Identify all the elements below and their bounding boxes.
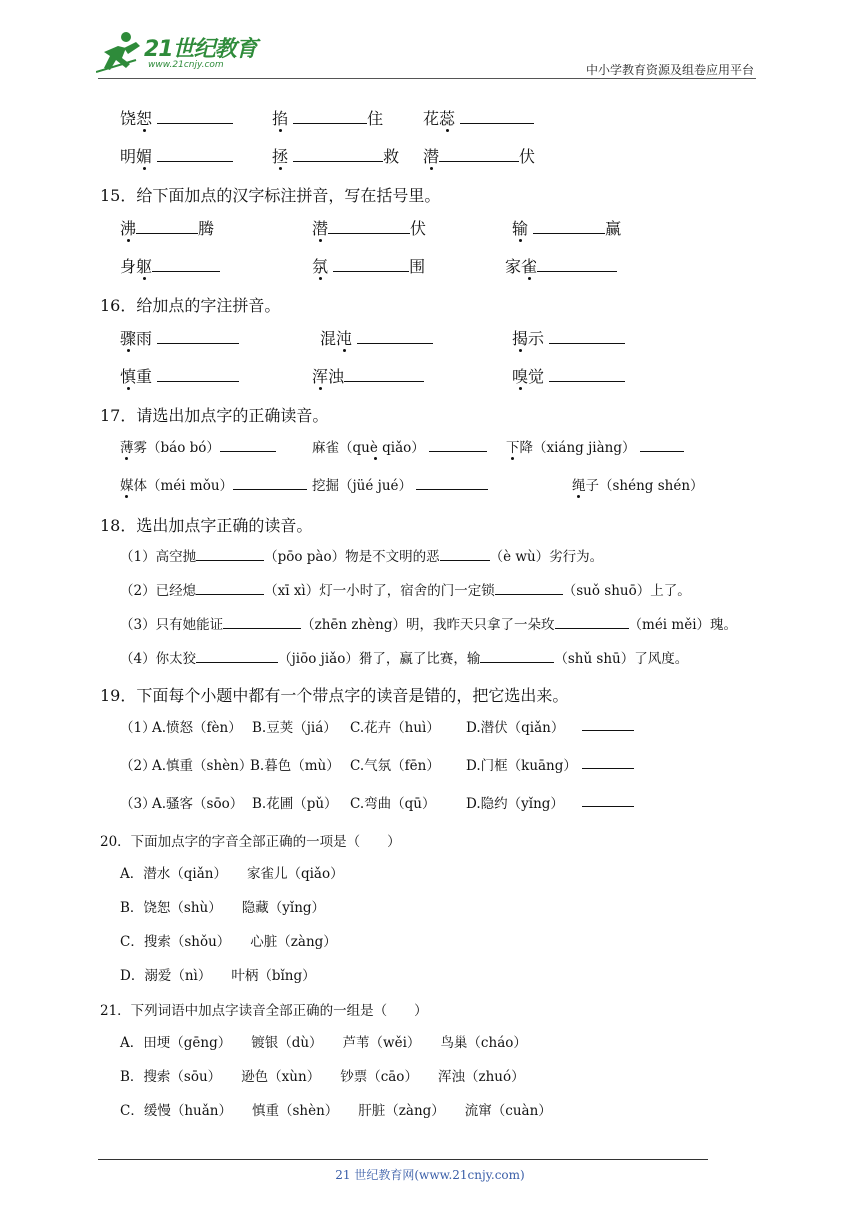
answer-blank[interactable] — [136, 219, 198, 234]
answer-blank[interactable] — [537, 257, 617, 272]
option-d[interactable]: D.门框（kuāng） — [466, 758, 577, 774]
q15-item: 家雀 — [505, 254, 617, 277]
logo-url: www.21cnjy.com — [148, 60, 224, 70]
answer-blank[interactable] — [582, 792, 634, 807]
answer-blank[interactable] — [196, 546, 264, 561]
page-header — [0, 0, 860, 80]
logo-text: 21世纪教育 — [144, 37, 257, 62]
answer-blank[interactable] — [555, 614, 629, 629]
q16-item: 揭示 — [512, 326, 625, 349]
answer-blank[interactable] — [480, 648, 554, 663]
answer-blank[interactable] — [344, 367, 424, 382]
q15-title: 15．给下面加点的汉字标注拼音，写在括号里。 — [100, 186, 441, 205]
answer-blank[interactable] — [460, 109, 534, 124]
q19-title: 19．下面每个小题中都有一个带点字的读音是错的，把它选出来。 — [100, 686, 569, 705]
option-b[interactable]: B.豆荚（jiá） — [252, 720, 337, 736]
answer-blank[interactable] — [549, 329, 625, 344]
option-d[interactable]: D.潜伏（qiǎn） — [466, 720, 565, 736]
q18-item-1: （1）高空抛 （pōo pào）物是不文明的恶 （è wù）劣行为。 — [120, 545, 603, 565]
footer-divider — [98, 1159, 708, 1160]
q21-title: 21．下列词语中加点字读音全部正确的一组是（ ） — [100, 1003, 428, 1019]
answer-blank[interactable] — [333, 257, 409, 272]
q14-item: 拯 救 — [272, 147, 400, 166]
footer-text: 21 世纪教育网(www.21cnjy.com) — [335, 1168, 525, 1182]
answer-blank[interactable] — [416, 475, 488, 490]
runner-logo-icon — [96, 30, 144, 74]
q14-item: 潜 伏 — [423, 147, 536, 166]
q18-item-4: （4）你太狡 （jiōo jiǎo）猾了，赢了比赛，输 （shǔ shū）了风度。 — [120, 647, 688, 667]
option-b[interactable]: B.暮色（mù） — [250, 758, 340, 774]
q20-option-c[interactable]: C．搜索（shǒu） 心脏（zàng） — [120, 934, 337, 950]
option-a[interactable]: A.骚客（sōo） — [152, 796, 244, 812]
q20-option-b[interactable]: B．饶恕（shù） 隐藏（yǐng） — [120, 900, 326, 916]
q18-item-3: （3）只有她能证 （zhēn zhèng）明，我昨天只拿了一朵玫 （méi měi）瑰。 — [120, 613, 737, 633]
answer-blank[interactable] — [223, 614, 301, 629]
q14-item: 花蕊 — [423, 106, 534, 129]
q17-item: 下降（xiáng jiàng） — [506, 436, 684, 456]
q21-option-c[interactable]: C．缓慢（huǎn） 慎重（shèn） 肝脏（zàng） 流窜（cuàn） — [120, 1103, 552, 1119]
q14-item: 掐 住 — [272, 109, 384, 128]
header-platform-text: 中小学教育资源及组卷应用平台 — [585, 63, 754, 77]
option-c[interactable]: C.气氛（fēn） — [350, 758, 440, 774]
header-divider — [98, 78, 756, 79]
logo — [96, 30, 266, 78]
q21-option-a[interactable]: A．田埂（gēng） 镀银（dù） 芦苇（wěi） 鸟巢（cháo） — [120, 1035, 527, 1051]
option-d[interactable]: D.隐约（yǐng） — [466, 796, 564, 812]
q17-title: 17．请选出加点字的正确读音。 — [100, 406, 329, 425]
answer-blank[interactable] — [157, 109, 233, 124]
answer-blank[interactable] — [157, 329, 239, 344]
q21-option-b[interactable]: B．搜索（sōu） 逊色（xùn） 钞票（cāo） 浑浊（zhuó） — [120, 1069, 525, 1085]
q15-item: 潜 伏 — [312, 219, 427, 238]
answer-blank[interactable] — [429, 437, 487, 452]
answer-blank[interactable] — [582, 716, 634, 731]
answer-blank[interactable] — [357, 329, 433, 344]
q16-title: 16．给加点的字注拼音。 — [100, 296, 281, 315]
q17-item: 挖掘（jüé jué） — [312, 474, 488, 494]
answer-blank[interactable] — [233, 475, 307, 490]
answer-blank[interactable] — [439, 147, 519, 162]
q14-item: 明媚 — [120, 144, 233, 167]
q16-item: 慎重 — [120, 364, 239, 387]
q15-item: 身躯 — [120, 254, 220, 277]
q18-title: 18．选出加点字正确的读音。 — [100, 516, 313, 535]
q18-item-2: （2）已经熄 （xī xì）灯一小时了，宿舍的门一定锁 （suǒ shuō）上了。 — [120, 579, 691, 599]
option-a[interactable]: A.愤怒（fèn） — [152, 720, 242, 736]
answer-blank[interactable] — [157, 367, 239, 382]
answer-blank[interactable] — [495, 580, 563, 595]
answer-blank[interactable] — [582, 754, 634, 769]
answer-blank[interactable] — [293, 109, 367, 124]
q16-item: 混沌 — [320, 326, 433, 349]
answer-blank[interactable] — [293, 147, 383, 162]
answer-blank[interactable] — [157, 147, 233, 162]
q20-option-a[interactable]: A．潜水（qiǎn） 家雀儿（qiǎo） — [120, 866, 344, 882]
answer-blank[interactable] — [196, 580, 264, 595]
q16-item: 嗅觉 — [512, 364, 625, 387]
q17-item: 麻雀（què qiǎo） — [312, 436, 487, 456]
answer-blank[interactable] — [196, 648, 278, 663]
option-c[interactable]: C.花卉（huì） — [350, 720, 440, 736]
q17-item: 绳子（shéng shén） — [572, 478, 704, 494]
answer-blank[interactable] — [152, 257, 220, 272]
q14-item: 饶恕 — [120, 106, 233, 129]
option-c[interactable]: C.弯曲（qū） — [350, 796, 436, 812]
option-b[interactable]: B.花圃（pǔ） — [252, 796, 338, 812]
answer-blank[interactable] — [549, 367, 625, 382]
q16-item: 浑浊 — [312, 364, 424, 387]
q17-item: 媒体（méi mǒu） — [120, 474, 307, 494]
q15-item: 沸 腾 — [120, 219, 215, 238]
q15-item: 输 赢 — [512, 219, 622, 238]
answer-blank[interactable] — [640, 437, 684, 452]
option-a[interactable]: A.慎重（shèn） — [152, 758, 253, 774]
answer-blank[interactable] — [220, 437, 276, 452]
answer-blank[interactable] — [440, 546, 490, 561]
q20-option-d[interactable]: D．溺爱（nì） 叶柄（bǐng） — [120, 968, 316, 984]
answer-blank[interactable] — [328, 219, 410, 234]
q15-item: 氛 围 — [312, 257, 426, 276]
q16-item: 骤雨 — [120, 326, 239, 349]
answer-blank[interactable] — [533, 219, 605, 234]
q20-title: 20．下面加点字的字音全部正确的一项是（ ） — [100, 834, 401, 850]
q17-item: 薄雾（báo bó） — [120, 436, 276, 456]
